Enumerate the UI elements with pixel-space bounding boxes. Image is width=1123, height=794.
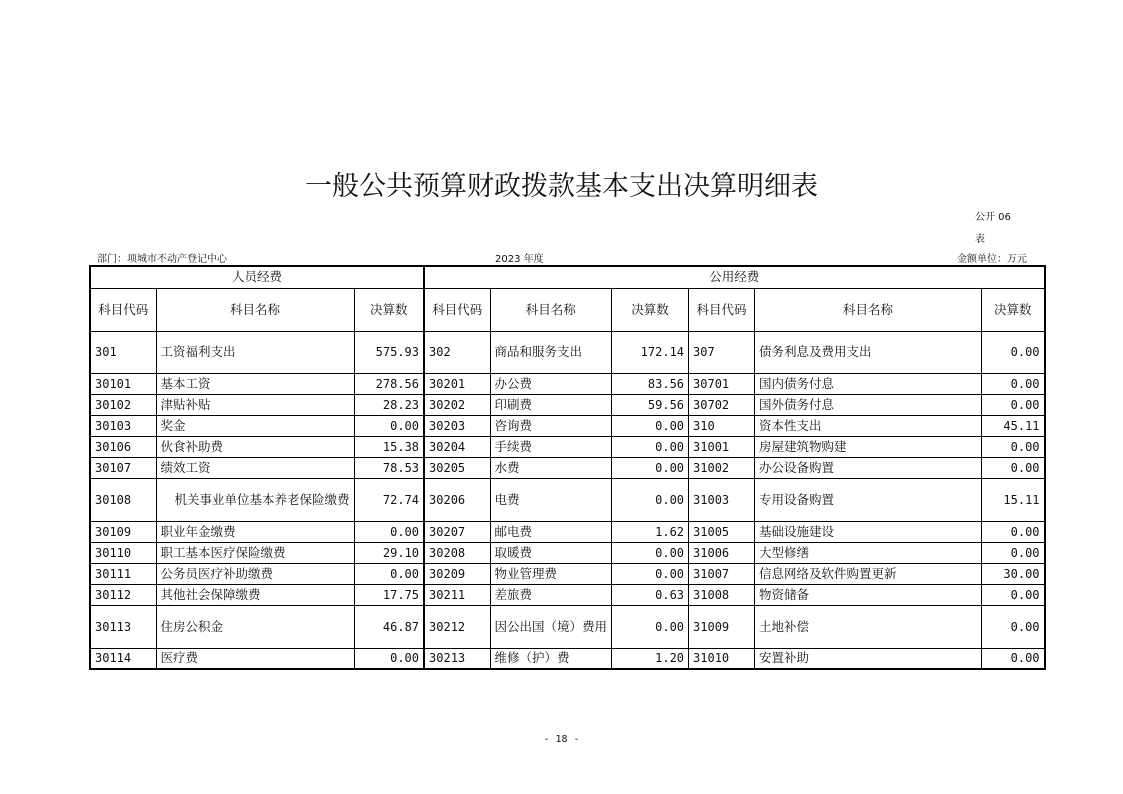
- g1-name: 商品和服务支出: [490, 331, 612, 373]
- p-code: 30103: [90, 415, 156, 436]
- g1-code: 30206: [424, 478, 490, 521]
- group-header-row: [90, 266, 1045, 288]
- expenditure-detail-table: [89, 265, 1046, 670]
- g1-amount: 0.00: [612, 457, 689, 478]
- g2-amount: 0.00: [982, 436, 1045, 457]
- g1-code: 30207: [424, 521, 490, 542]
- g2-amount: 0.00: [982, 373, 1045, 394]
- g1-amount: 0.00: [612, 415, 689, 436]
- g1-code: 30208: [424, 542, 490, 563]
- g1-code: 302: [424, 331, 490, 373]
- g2-name: 基础设施建设: [755, 521, 982, 542]
- g1-name: 取暖费: [490, 542, 612, 563]
- g1-code: 30211: [424, 584, 490, 605]
- g2-amount: 45.11: [982, 415, 1045, 436]
- g2-name: 安置补助: [755, 648, 982, 669]
- p-name: 津贴补贴: [156, 394, 354, 415]
- table-row: [90, 563, 1045, 584]
- g1-amount: 0.00: [612, 605, 689, 648]
- p-code: 30109: [90, 521, 156, 542]
- g1-name: 印刷费: [490, 394, 612, 415]
- g2-amount: 0.00: [982, 394, 1045, 415]
- p-amount: 29.10: [354, 542, 424, 563]
- g2-code: 307: [689, 331, 755, 373]
- g1-amount: 172.14: [612, 331, 689, 373]
- table-row: [90, 648, 1045, 669]
- g2-amount: 0.00: [982, 457, 1045, 478]
- col-header-g1-code: 科目代码: [424, 288, 490, 331]
- col-header-g2-name: 科目名称: [755, 288, 982, 331]
- col-header-p-name: 科目名称: [156, 288, 354, 331]
- g2-name: 国外债务付息: [755, 394, 982, 415]
- p-name: 职业年金缴费: [156, 521, 354, 542]
- g2-name: 资本性支出: [755, 415, 982, 436]
- col-header-g2-amount: 决算数: [982, 288, 1045, 331]
- g2-amount: 0.00: [982, 605, 1045, 648]
- form-number-line2: 表: [975, 234, 985, 245]
- table-row: [90, 415, 1045, 436]
- g1-code: 30204: [424, 436, 490, 457]
- p-name: 医疗费: [156, 648, 354, 669]
- p-amount: 0.00: [354, 648, 424, 669]
- table-row: [90, 436, 1045, 457]
- g1-amount: 1.62: [612, 521, 689, 542]
- g1-code: 30209: [424, 563, 490, 584]
- g1-amount: 0.00: [612, 542, 689, 563]
- g2-name: 专用设备购置: [755, 478, 982, 521]
- p-code: 30112: [90, 584, 156, 605]
- g2-code: 31009: [689, 605, 755, 648]
- g2-code: 31010: [689, 648, 755, 669]
- group-header-public: 公用经费: [424, 266, 1045, 288]
- p-name: 工资福利支出: [156, 331, 354, 373]
- g1-code: 30203: [424, 415, 490, 436]
- p-amount: 575.93: [354, 331, 424, 373]
- group-header-personnel: 人员经费: [90, 266, 424, 288]
- g2-code: 31007: [689, 563, 755, 584]
- g1-name: 咨询费: [490, 415, 612, 436]
- g2-code: 310: [689, 415, 755, 436]
- fiscal-year: 2023 年度: [495, 254, 544, 265]
- p-name: 住房公积金: [156, 605, 354, 648]
- p-code: 30106: [90, 436, 156, 457]
- g2-code: 31002: [689, 457, 755, 478]
- col-header-g2-code: 科目代码: [689, 288, 755, 331]
- g2-name: 办公设备购置: [755, 457, 982, 478]
- g2-code: 31006: [689, 542, 755, 563]
- g2-code: 31008: [689, 584, 755, 605]
- g2-code: 31003: [689, 478, 755, 521]
- table-row: [90, 605, 1045, 648]
- p-name: 其他社会保障缴费: [156, 584, 354, 605]
- table-row: [90, 584, 1045, 605]
- p-code: 301: [90, 331, 156, 373]
- department-label: 部门：项城市不动产登记中心: [97, 254, 227, 265]
- g2-code: 30702: [689, 394, 755, 415]
- col-header-g1-amount: 决算数: [612, 288, 689, 331]
- g2-amount: 0.00: [982, 584, 1045, 605]
- column-header-row: [90, 288, 1045, 331]
- g1-name: 因公出国（境）费用: [490, 605, 612, 648]
- g1-code: 30201: [424, 373, 490, 394]
- g1-amount: 83.56: [612, 373, 689, 394]
- p-code: 30107: [90, 457, 156, 478]
- p-name: 奖金: [156, 415, 354, 436]
- table-row: [90, 373, 1045, 394]
- g2-amount: 0.00: [982, 331, 1045, 373]
- p-name: 绩效工资: [156, 457, 354, 478]
- page-title: 一般公共预算财政拨款基本支出决算明细表: [305, 171, 818, 202]
- g1-name: 电费: [490, 478, 612, 521]
- p-amount: 46.87: [354, 605, 424, 648]
- p-amount: 28.23: [354, 394, 424, 415]
- p-amount: 0.00: [354, 563, 424, 584]
- g1-name: 物业管理费: [490, 563, 612, 584]
- p-amount: 15.38: [354, 436, 424, 457]
- g2-amount: 15.11: [982, 478, 1045, 521]
- p-name: 基本工资: [156, 373, 354, 394]
- g2-name: 债务利息及费用支出: [755, 331, 982, 373]
- g2-name: 土地补偿: [755, 605, 982, 648]
- p-name: 机关事业单位基本养老保险缴费: [156, 478, 354, 521]
- g1-name: 手续费: [490, 436, 612, 457]
- p-code: 30113: [90, 605, 156, 648]
- p-amount: 278.56: [354, 373, 424, 394]
- p-code: 30102: [90, 394, 156, 415]
- g1-amount: 0.63: [612, 584, 689, 605]
- p-amount: 72.74: [354, 478, 424, 521]
- g1-name: 水费: [490, 457, 612, 478]
- g2-code: 31001: [689, 436, 755, 457]
- g1-name: 维修（护）费: [490, 648, 612, 669]
- g2-name: 信息网络及软件购置更新: [755, 563, 982, 584]
- g2-amount: 30.00: [982, 563, 1045, 584]
- p-amount: 17.75: [354, 584, 424, 605]
- g2-amount: 0.00: [982, 521, 1045, 542]
- form-number-line1: 公开 06: [975, 212, 1011, 223]
- g2-name: 大型修缮: [755, 542, 982, 563]
- p-code: 30114: [90, 648, 156, 669]
- p-amount: 0.00: [354, 415, 424, 436]
- g2-amount: 0.00: [982, 542, 1045, 563]
- g1-name: 办公费: [490, 373, 612, 394]
- col-header-p-code: 科目代码: [90, 288, 156, 331]
- table-row: [90, 457, 1045, 478]
- table-row: [90, 331, 1045, 373]
- g2-name: 物资储备: [755, 584, 982, 605]
- g1-name: 邮电费: [490, 521, 612, 542]
- g1-amount: 59.56: [612, 394, 689, 415]
- meta-row: [97, 250, 1027, 263]
- col-header-p-amount: 决算数: [354, 288, 424, 331]
- g1-name: 差旅费: [490, 584, 612, 605]
- table-row: [90, 478, 1045, 521]
- g1-code: 30205: [424, 457, 490, 478]
- p-name: 伙食补助费: [156, 436, 354, 457]
- p-code: 30110: [90, 542, 156, 563]
- g1-code: 30212: [424, 605, 490, 648]
- g1-code: 30213: [424, 648, 490, 669]
- p-name: 公务员医疗补助缴费: [156, 563, 354, 584]
- p-amount: 0.00: [354, 521, 424, 542]
- p-amount: 78.53: [354, 457, 424, 478]
- table-row: [90, 521, 1045, 542]
- amount-unit: 金额单位：万元: [957, 254, 1027, 265]
- table-row: [90, 542, 1045, 563]
- table-row: [90, 394, 1045, 415]
- p-name: 职工基本医疗保险缴费: [156, 542, 354, 563]
- g2-code: 31005: [689, 521, 755, 542]
- form-number: [975, 207, 1025, 251]
- p-code: 30108: [90, 478, 156, 521]
- p-code: 30101: [90, 373, 156, 394]
- g2-name: 国内债务付息: [755, 373, 982, 394]
- g2-code: 30701: [689, 373, 755, 394]
- g2-name: 房屋建筑物购建: [755, 436, 982, 457]
- g1-amount: 0.00: [612, 563, 689, 584]
- g2-amount: 0.00: [982, 648, 1045, 669]
- g1-amount: 0.00: [612, 478, 689, 521]
- g1-amount: 1.20: [612, 648, 689, 669]
- col-header-g1-name: 科目名称: [490, 288, 612, 331]
- g1-amount: 0.00: [612, 436, 689, 457]
- g1-code: 30202: [424, 394, 490, 415]
- page-number: - 18 -: [543, 734, 580, 745]
- p-code: 30111: [90, 563, 156, 584]
